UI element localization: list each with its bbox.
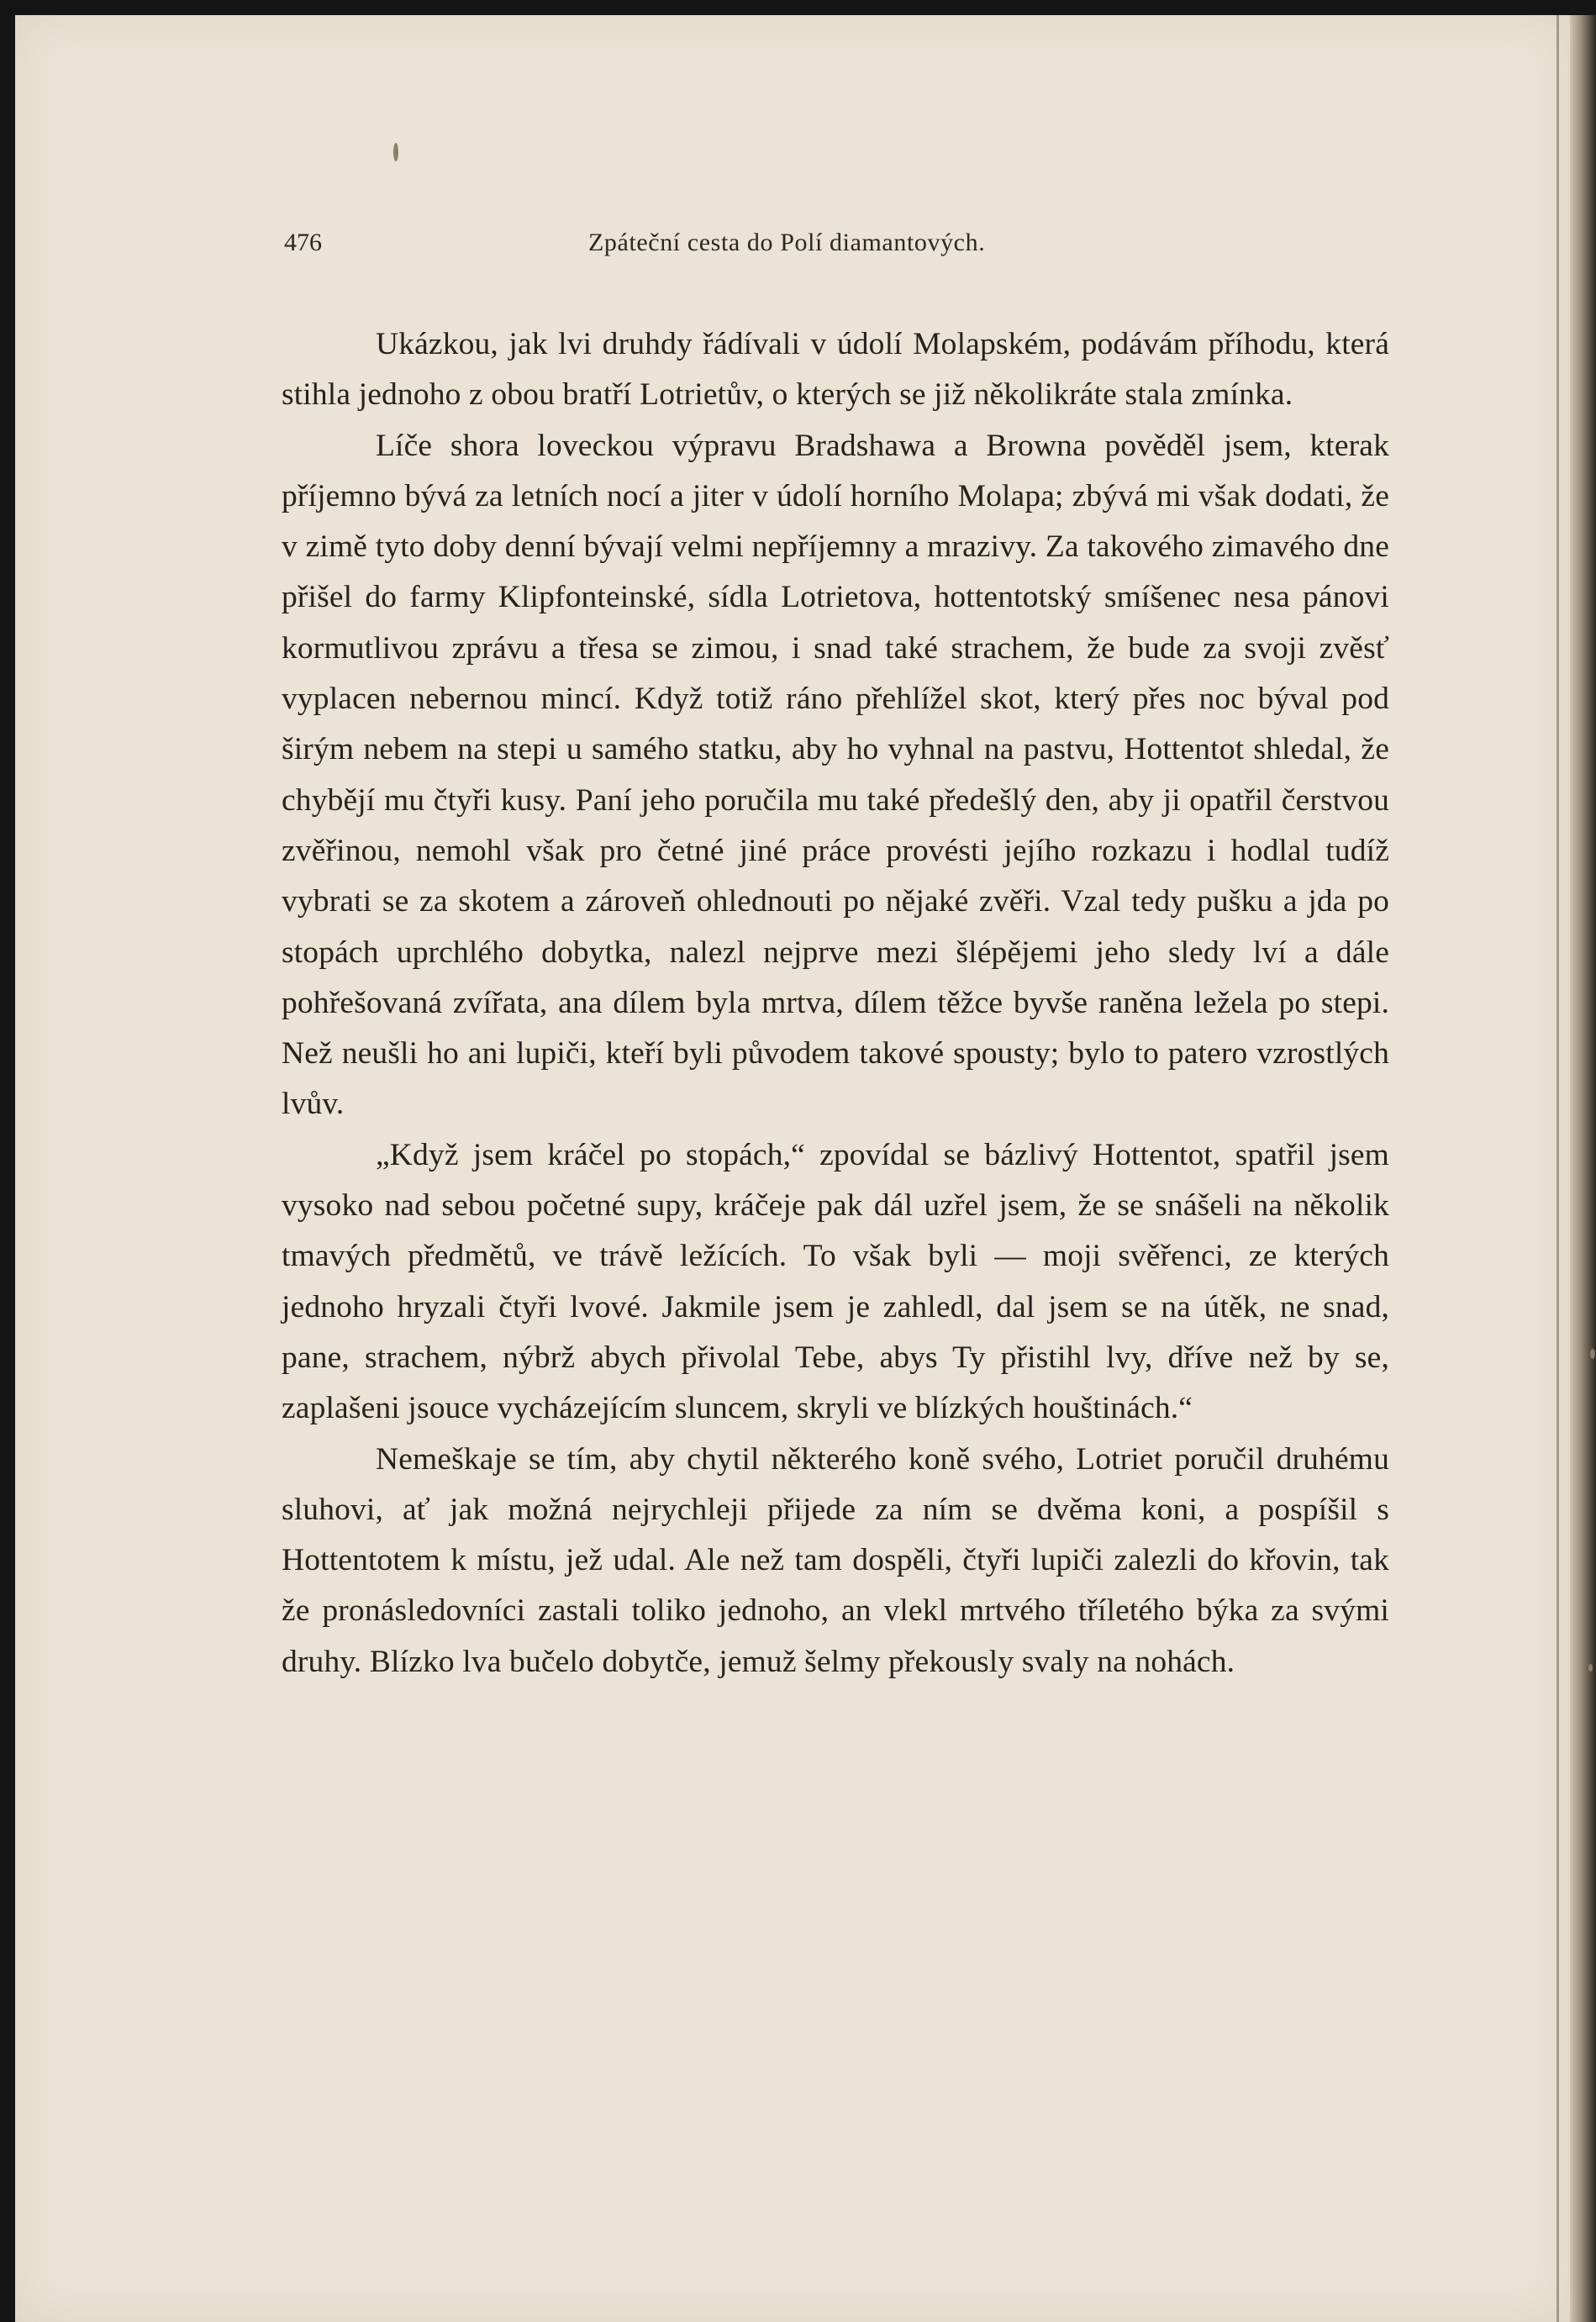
paragraph: Ukázkou, jak lvi druhdy řádívali v údolí Molapském, podávám příhodu, která stihla jednoho z obou bratří Lotrietův, o kterých se již několikráte stala zmínka. [282, 327, 1389, 413]
paragraph: Líče shora loveckou výpravu Bradshawa a Browna pověděl jsem, kterak příjemno bývá za letních nocí a jiter v údolí horního Molapa; zbývá mi však dodati, že v zimě tyto doby denní bývají velmi nepříjemny a mrazivy. Za takového zimavého dne přišel do farmy Klipfonteinské, sídla Lotrietova, hottentotský smíšenec nesa pánovi kormutlivou zprávu a třesa se zimou, i snad také strachem, že bude za svoji zvěsť vyplacen nebernou mincí. Když totiž ráno přehlížel skot, který přes noc býval pod širým nebem na stepi u samého statku, aby ho vyhnal na pastvu, Hottentot shledal, že chybějí mu čtyři kusy. Paní jeho poručila mu také předešlý den, aby ji opatřil čerstvou zvěřinou, nemohl však pro četné jiné práce provésti jejího rozkazu i hodlal tudíž vybrati se za skotem a zároveň ohlednouti po nějaké zvěři. Vzal tedy pušku a jda po stopách uprchlého dobytka, nalezl nejprve mezi šlépějemi jeho sledy lví a dále pohřešovaná zvířata, ana dílem byla mrtva, dílem těžce byvše raněna ležela po stepi. Než neušli ho ani lupiči, kteří byli původem takové spousty; bylo to patero vzrostlých lvův. [282, 428, 1389, 1122]
page-edge [1570, 15, 1596, 2322]
page-header [284, 229, 1091, 271]
paragraph: Nemeškaje se tím, aby chytil některého koně svého, Lotriet poručil druhému sluhovi, ať jak možná nejrychleji přijede za ním se dvěma koni, a pospíšil s Hottentotem k místu, jež udal. Ale než tam dospěli, čtyři lupiči zalezli do křovin, tak že pronásledovníci zastali toliko jednoho, an vlekl mrtvého tříletého býka za svými druhy. Blízko lva bučelo dobytče, jemuž šelmy překously svaly na nohách. [282, 1441, 1389, 1679]
page-number: 476 [284, 229, 322, 256]
running-title: Zpáteční cesta do Polí diamantových. [588, 229, 986, 256]
page-fold-line [1556, 15, 1559, 2322]
body-text [282, 319, 1389, 1688]
paper-speck [393, 143, 398, 161]
paper-speck [1590, 1349, 1595, 1359]
paper-speck [1588, 1664, 1593, 1672]
paragraph: „Když jsem kráčel po stopách,“ zpovídal se bázlivý Hottentot, spatřil jsem vysoko nad sebou početné supy, kráčeje pak dál uzřel jsem, že se snášeli na několik tmavých předmětů, ve trávě ležících. To však byli — moji svěřenci, ze kterých jednoho hryzali čtyři lvové. Jakmile jsem je zahledl, dal jsem se na útěk, ne snad, pane, strachem, nýbrž abych přivolal Tebe, abys Ty přistihl lvy, dříve než by se, zaplašeni jsouce vycházejícím sluncem, skryli ve blízkých houštinách.“ [282, 1137, 1389, 1426]
